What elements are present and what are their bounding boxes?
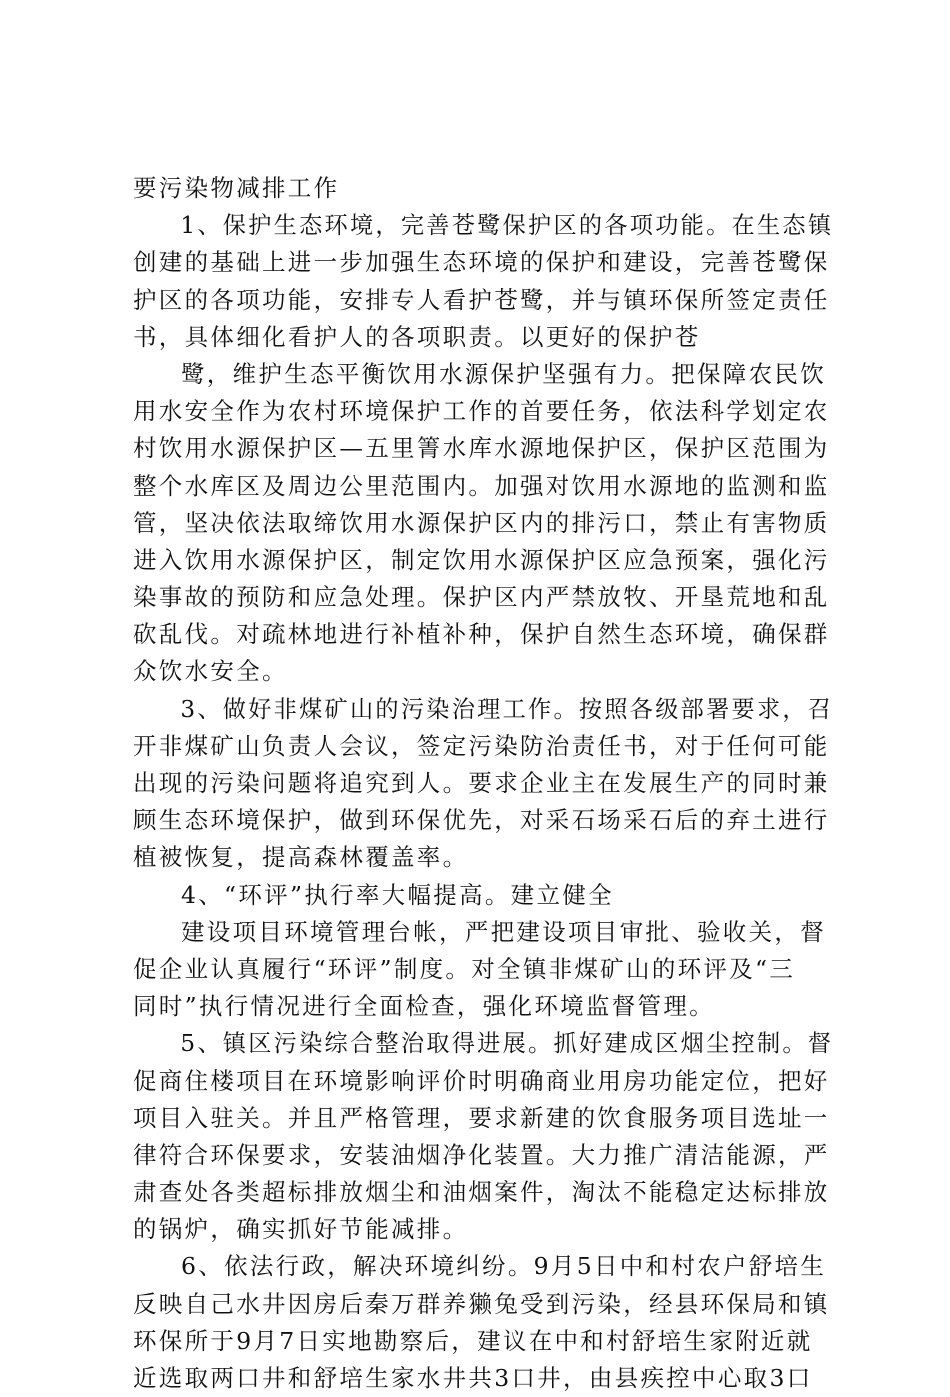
text-line: 同时”执行情况进行全面检查，强化环境监督管理。 [133,992,715,1021]
text-line: 顾生态环境保护，做到环保优先，对采石场采石后的弃土进行 [133,806,830,835]
text-line: 染事故的预防和应急处理。保护区内严禁放牧、开垦荒地和乱 [133,583,830,612]
text-line: 律符合环保要求，安装油烟净化装置。大力推广清洁能源，严 [133,1140,830,1169]
text-line: 反映自己水井因房后秦万群养獭兔受到污染，经县环保局和镇 [133,1289,830,1318]
text-line: 用水安全作为农村环境保护工作的首要任务，依法科学划定农 [133,397,830,426]
text-line: 砍乱伐。对疏林地进行补植补种，保护自然生态环境，确保群 [133,620,830,649]
text-line: 植被恢复，提高森林覆盖率。 [133,843,469,872]
text-line: 管，坚决依法取缔饮用水源保护区内的排污口，禁止有害物质 [133,508,830,537]
text-line: 众饮水安全。 [133,657,288,686]
text-line: 进入饮用水源保护区，制定饮用水源保护区应急预案，强化污 [133,545,830,574]
text-line: 书，具体细化看护人的各项职责。以更好的保护苍 [133,322,701,351]
text-line: 近选取两口井和舒培生家水井共3口井，由县疾控中心取3口 [133,1364,813,1392]
text-line: 的锅炉，确实抓好节能减排。 [133,1215,469,1244]
text-line: 促企业认真履行“环评”制度。对全镇非煤矿山的环评及“三 [133,954,796,983]
document-body [133,170,833,1397]
text-line: 项目入驻关。并且严格管理，要求新建的饮食服务项目选址一 [133,1103,830,1132]
text-line: 促商住楼项目在环境影响评价时明确商业用房功能定位，把好 [133,1066,830,1095]
text-line: 整个水库区及周边公里范围内。加强对饮用水源地的监测和监 [133,471,830,500]
text-line: 6、依法行政，解决环境纠纷。9月5日中和村农户舒培生 [181,1252,827,1281]
text-line: 出现的污染问题将追究到人。要求企业主在发展生产的同时兼 [133,769,830,797]
text-line: 5、镇区污染综合整治取得进展。抓好建成区烟尘控制。督 [180,1029,834,1058]
text-line: 4、“环评”执行率大幅提高。建立健全 [181,880,614,909]
text-line: 护区的各项功能，安排专人看护苍鹭，并与镇环保所签定责任 [133,285,830,314]
text-line: 开非煤矿山负责人会议，签定污染防治责任书，对于任何可能 [133,731,830,760]
text-line: 鹭，维护生态平衡饮用水源保护坚强有力。把保障农民饮 [181,359,826,388]
text-line: 3、做好非煤矿山的污染治理工作。按照各级部署要求，召 [180,694,834,723]
text-line: 建设项目环境管理台帐，严把建设项目审批、验收关，督 [181,917,826,946]
text-line: 村饮用水源保护区—五里箐水库水源地保护区，保护区范围为 [133,434,830,463]
text-line: 1、保护生态环境，完善苍鹭保护区的各项功能。在生态镇 [180,211,834,240]
text-line: 肃查处各类超标排放烟尘和油烟案件，淘汰不能稳定达标排放 [133,1178,830,1207]
text-line: 创建的基础上进一步加强生态环境的保护和建设，完善苍鹭保 [133,248,830,277]
text-line: 要污染物减排工作 [133,174,340,202]
text-line: 环保所于9月7日实地勘察后，建议在中和村舒培生家附近就 [133,1326,813,1355]
